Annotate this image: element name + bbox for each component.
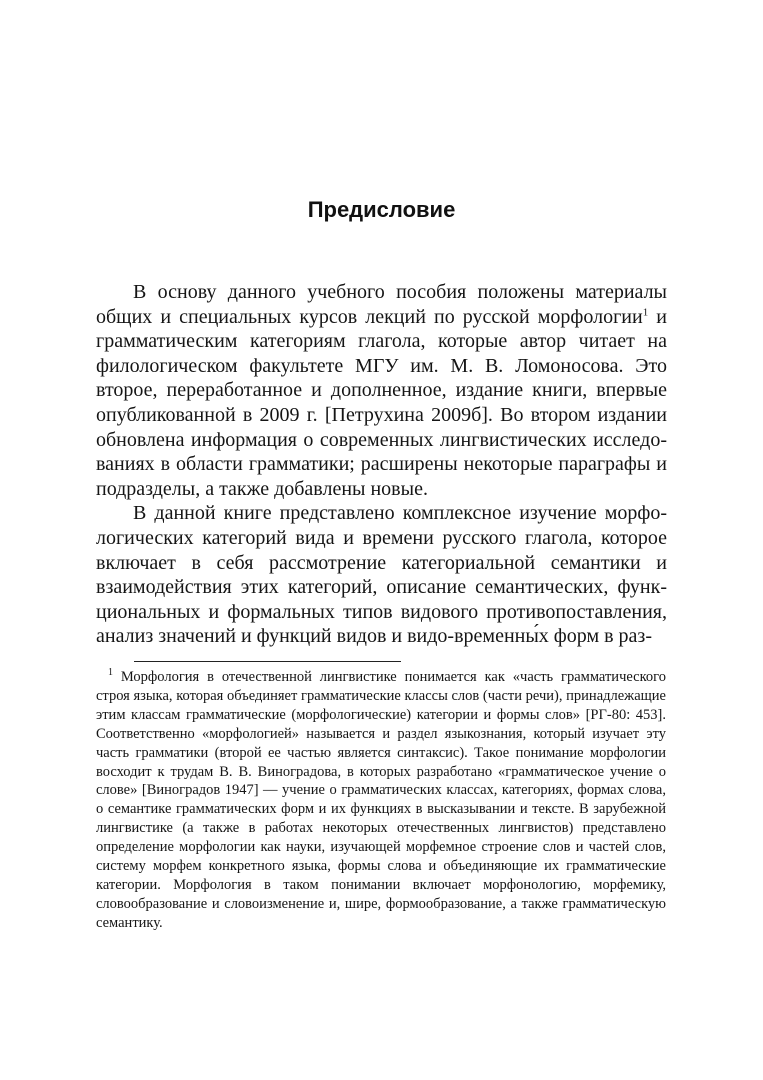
footnote-paragraph (96, 668, 666, 933)
footnote-text: Морфология в отечественной лингвистике понимается как «часть грамматического строя языка, которая объединяет грамматические классы слов (части речи), принадлежащие этим классам грамматические (морфологические) категории и формы слов» [РГ-80: 453]. Соответственно «морфологией» называется и раздел языкознания, который изучает эту часть грамматики (второй ее частью является синтаксис). Такое понимание морфологии восходит к трудам В. В. Виноградова, в которых разработано «грамматическое учение о слове» [Виноградов 1947] — учение о грамматических классах, категориях, формах слова, о семантике грамматических форм и их функциях в высказывании и тексте. В зарубежной лингвистике (а также в работах некоторых отечественных лингвистов) представлено определение морфологии как науки, изучающей морфемное строение слов и частей слов, систему морфем конкретного языка, формы слова и объединяющие их грамматические категории. Морфология в таком понимании включает морфонологию, морфемику, словообразование и словоизменение и, шире, формообразование, а также грамматическую семантику. (96, 669, 666, 931)
footnote (96, 668, 666, 933)
footnote-reference: 1 (642, 305, 649, 318)
paragraph-2: В данной книге представлено комплексное изучение морфологических категорий вида и времени русского глагола, которое включает в себя рассмотрение категориальной семантики и взаимодействия этих категорий, описание семантических, функциональных и формальных типов видового противопоставления, анализ значений и функций видов и видо-временны́х форм в раз- (96, 502, 667, 648)
paragraph-1 (96, 280, 667, 501)
footnote-mark: 1 (108, 667, 113, 679)
page-title: Предисловие (307, 197, 456, 222)
paragraph-1-text-start: В основу данного учебного пособия положены материалы общих и специальных курсов лекций по русской морфологии (96, 281, 667, 328)
footnote-divider (134, 661, 401, 662)
paragraph-1-text-end: и грамматическим категориям глагола, которые автор читает на филологическом факультете МГУ им. М. В. Ломоносова. Это второе, переработанное и дополненное, издание книги, впервые опубликованной в 2009 г. [Петрухина 2009б]. Во втором издании обновлена информация о современных лингвистических исследованиях в области грамматики; расширены некоторые параграфы и подразделы, а также добавлены новые. (96, 305, 668, 500)
main-text (96, 280, 667, 649)
